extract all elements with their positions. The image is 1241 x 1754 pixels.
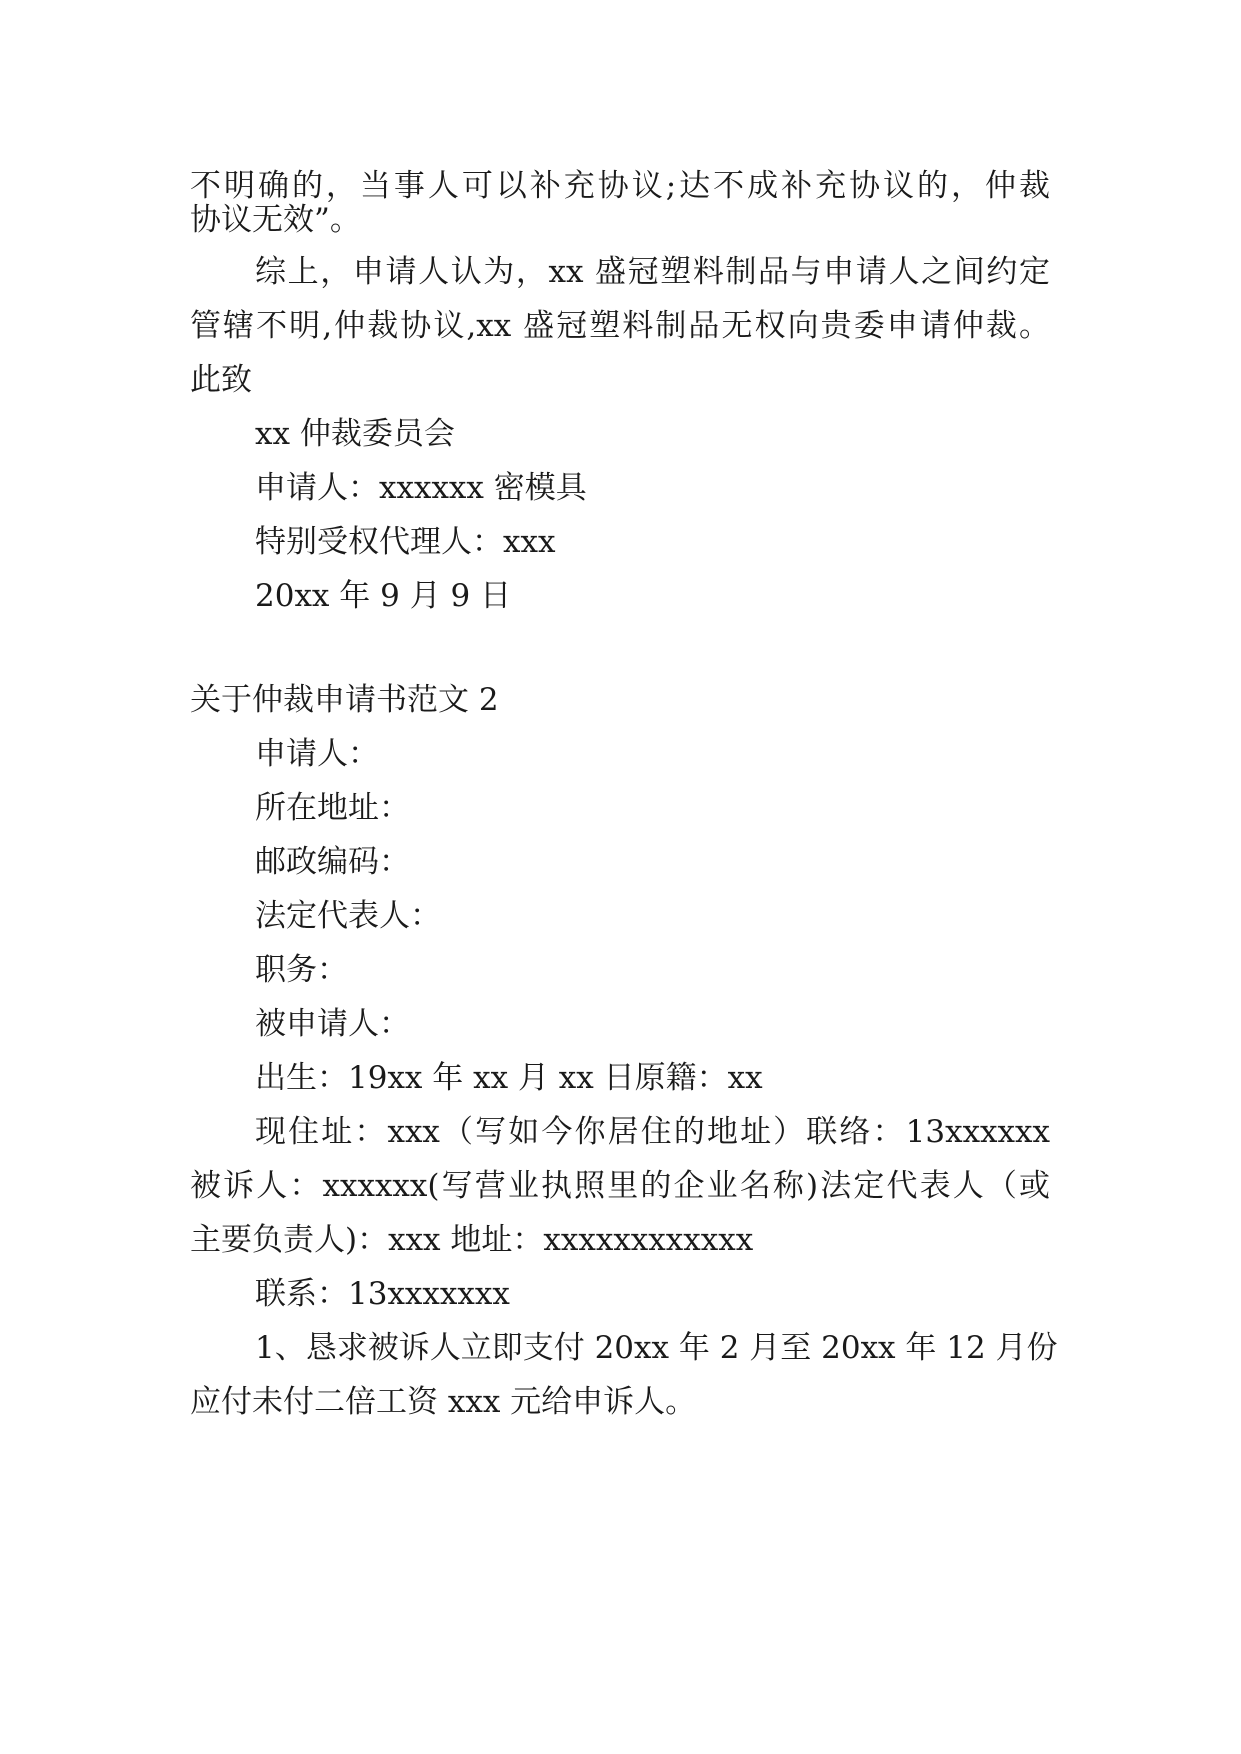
addressee: xx 仲裁委员会 — [255, 416, 455, 452]
text-line: 主要负责人)：xxx 地址：xxxxxxxxxxxx — [190, 1222, 754, 1258]
field-line: 申请人： — [255, 736, 379, 772]
field-line: 出生：19xx 年 xx 月 xx 日原籍：xx — [255, 1060, 763, 1096]
field-line: 被申请人： — [255, 1006, 410, 1042]
field-line: 邮政编码： — [255, 844, 410, 880]
text-line: 被诉人：xxxxxx(写营业执照里的企业名称)法定代表人（或 — [190, 1168, 1050, 1204]
text-line: 协议无效”。 — [190, 202, 361, 238]
text-line: 不明确的，当事人可以补充协议;达不成补充协议的，仲裁 — [190, 168, 1050, 204]
text-line: 综上，申请人认为，xx 盛冠塑料制品与申请人之间约定 — [255, 254, 1050, 290]
field-line: 法定代表人： — [255, 898, 441, 934]
section-title: 关于仲裁申请书范文 2 — [190, 682, 499, 718]
field-line: 职务： — [255, 952, 348, 988]
closing-salutation: 此致 — [190, 362, 252, 398]
text-line: 管辖不明,仲裁协议,xx 盛冠塑料制品无权向贵委申请仲裁。 — [190, 308, 1050, 344]
date-line: 20xx 年 9 月 9 日 — [255, 578, 512, 614]
field-line: 联系：13xxxxxxx — [255, 1276, 510, 1312]
agent-line: 特别受权代理人：xxx — [255, 524, 556, 560]
field-line: 所在地址： — [255, 790, 410, 826]
text-line: 1、恳求被诉人立即支付 20xx 年 2 月至 20xx 年 12 月份 — [255, 1330, 1058, 1366]
text-line: 现住址：xxx（写如今你居住的地址）联络：13xxxxxx — [255, 1114, 1050, 1150]
text-line: 应付未付二倍工资 xxx 元给申诉人。 — [190, 1384, 697, 1420]
applicant-line: 申请人：xxxxxx 密模具 — [255, 470, 587, 506]
